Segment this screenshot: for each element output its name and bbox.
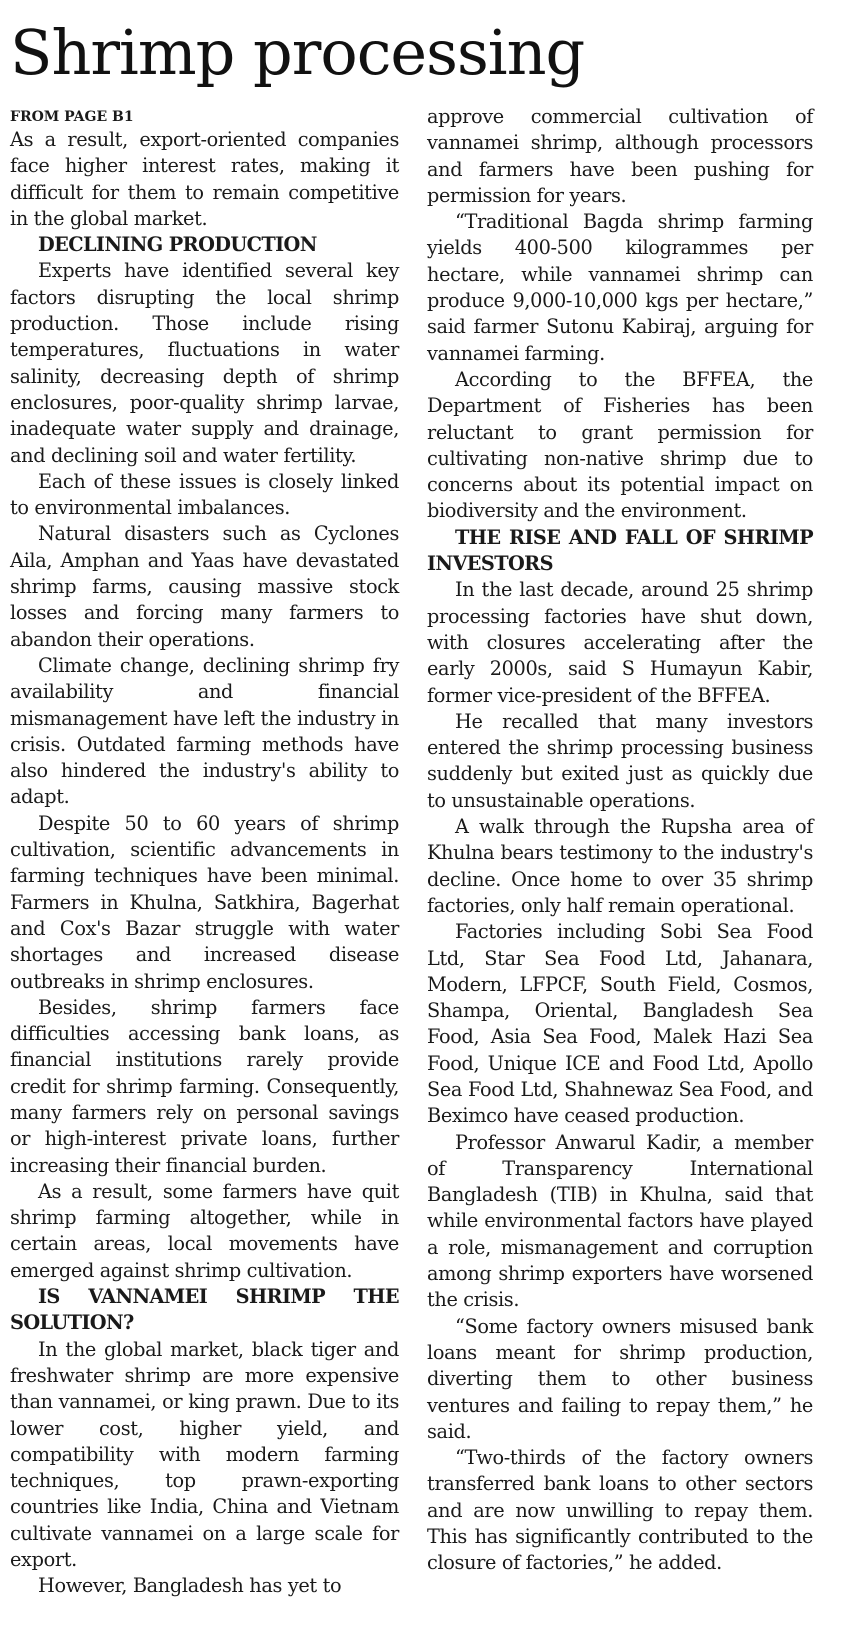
paragraph: According to the BFFEA, the Department of Fisheries has been reluctant to grant permission for cultivating non-native shrimp due to concerns about its potential impact on biodiversity and the environment. xyxy=(427,367,813,523)
paragraph: As a result, export-oriented companies face higher interest rates, making it difficult for them to remain competitive in the global market. xyxy=(10,128,399,230)
article-column-left xyxy=(10,107,399,1600)
paragraph: Experts have identified several key factors disrupting the local shrimp production. Those include rising temperatures, fluctuations in water salinity, decreasing depth of shrimp enclosures, poor-quality shrimp larvae, inadequate water supply and drainage, and declining soil and water fertility. xyxy=(10,259,399,467)
paragraph: Natural disasters such as Cyclones Aila, Amphan and Yaas have devastated shrimp farms, causing massive stock losses and forcing many farmers to abandon their operations. xyxy=(10,522,399,651)
paragraph: As a result, some farmers have quit shrimp farming altogether, while in certain areas, local movements have emerged against shrimp cultivation. xyxy=(10,1179,399,1282)
paragraph: Despite 50 to 60 years of shrimp cultivation, scientific advancements in farming techniques have been minimal. Farmers in Khulna, Satkhira, Bagerhat and Cox's Bazar struggle with water shortages and increased disease outbreaks in shrimp enclosures. xyxy=(10,811,399,993)
paragraph: Professor Anwarul Kadir, a member of Transparency International Bangladesh (TIB) in Khulna, said that while environmental factors have played a role, mismanagement and corruption among shrimp exporters have worsened the crisis. xyxy=(427,1130,813,1312)
paragraph: Factories including Sobi Sea Food Ltd, Star Sea Food Ltd, Jahanara, Modern, LFPCF, South Field, Cosmos, Shampa, Oriental, Bangladesh Sea Food, Asia Sea Food, Malek Hazi Sea Food, Unique ICE and Food Ltd, Apollo Sea Food Ltd, Shahnewaz Sea Food, and Beximco have ceased production. xyxy=(427,920,813,1128)
paragraph: He recalled that many investors entered the shrimp processing business suddenly but exited just as quickly due to unsustainable operations. xyxy=(427,709,813,812)
paragraph: Climate change, declining shrimp fry availability and financial mismanagement have left the industry in crisis. Outdated farming methods have also hindered the industry's ability to adapt. xyxy=(10,653,399,809)
continuation-label: FROM PAGE B1 xyxy=(10,109,134,125)
paragraph: In the last decade, around 25 shrimp processing factories have shut down, with closures accelerating after the early 2000s, said S Humayun Kabir, former vice-president of the BFFEA. xyxy=(427,578,813,707)
paragraph: A walk through the Rupsha area of Khulna bears testimony to the industry's decline. Once home to over 35 shrimp factories, only half remain operational. xyxy=(427,815,813,917)
paragraph: Besides, shrimp farmers face difficulties accessing bank loans, as financial institutions rarely provide credit for shrimp farming. Consequently, many farmers rely on personal savings or high-interest private loans, further increasing their financial burden. xyxy=(10,995,399,1177)
subheading-declining-production: DECLINING PRODUCTION xyxy=(38,233,317,257)
headline: Shrimp processing xyxy=(10,16,585,89)
article-column-right xyxy=(427,104,813,1577)
paragraph: In the global market, black tiger and freshwater shrimp are more expensive than vannamei, or king prawn. Due to its lower cost, higher yield, and compatibility with modern farming techniques, top prawn-exporting countries like India, China and Vietnam cultivate vannamei on a large scale for export. xyxy=(10,1337,399,1572)
paragraph: “Two-thirds of the factory owners transferred bank loans to other sectors and are now unwilling to repay them. This has significantly contributed to the closure of factories,” he added. xyxy=(427,1446,813,1575)
paragraph: Each of these issues is closely linked to environmental imbalances. xyxy=(10,469,399,520)
subheading-vannamei-solution: IS VANNAMEI SHRIMP THE SOLUTION? xyxy=(10,1285,399,1335)
paragraph: approve commercial cultivation of vannamei shrimp, although processors and farmers have been pushing for permission for years. xyxy=(427,105,813,207)
paragraph: “Some factory owners misused bank loans meant for shrimp production, diverting them to other business ventures and failing to repay them,” he said. xyxy=(427,1314,813,1443)
paragraph: However, Bangladesh has yet to xyxy=(38,1574,342,1598)
paragraph: “Traditional Bagda shrimp farming yields 400-500 kilogrammes per hectare, while vannamei shrimp can produce 9,000-10,000 kgs per hectare,” said farmer Sutonu Kabiraj, arguing for vannamei farming. xyxy=(427,210,813,365)
subheading-rise-and-fall: THE RISE AND FALL OF SHRIMP INVESTORS xyxy=(427,525,813,576)
